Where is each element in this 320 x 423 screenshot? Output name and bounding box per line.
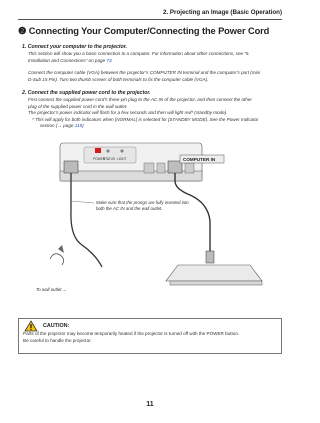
caution-box: [18, 318, 282, 354]
computer-in-label: COMPUTER IN: [183, 157, 216, 162]
connection-diagram: [36, 141, 280, 301]
step1-line2-end: .: [111, 57, 113, 63]
vga-cable: [175, 173, 210, 253]
step1-p2-line1: Connect the computer cable (VGA) between the projector’s COMPUTER IN terminal and the computer’s port (mini: [28, 70, 261, 75]
step2-line2: plug of the supplied power cord in the wall outlet.: [28, 103, 128, 109]
page-header: [0, 6, 300, 20]
laptop-icon: [166, 265, 262, 281]
page-115-link[interactable]: 115: [74, 123, 83, 129]
callout-line1: Make sure that the prongs are fully inserted into: [96, 200, 189, 205]
step1-line2: [28, 58, 280, 65]
step1-paragraph: [28, 51, 280, 64]
power-indicator: [95, 148, 101, 153]
status-label: STATUS: [103, 157, 116, 161]
heading-text: Connecting Your Computer/Connecting the Power Cord: [28, 26, 270, 36]
callout-line2: both the AC IN and the wall outlet.: [96, 206, 163, 211]
light-label: LIGHT: [117, 157, 127, 161]
ac-in-port: [64, 161, 78, 173]
status-indicator: [106, 149, 109, 152]
plug-icon: [58, 245, 64, 253]
step2-paragraph: [28, 97, 280, 130]
power-cord: [71, 173, 102, 267]
step2-line3: The projector’s power indicator will flash for a few seconds and then will light red* (standby mode).: [28, 110, 228, 116]
wall-outlet-label: To wall outlet ←: [36, 287, 68, 292]
page-number: 11: [146, 401, 154, 408]
page-73-link[interactable]: 73: [106, 57, 112, 63]
light-indicator: [120, 149, 123, 152]
step1-line1: This section will show you a basic connection to a computer. For information about other connections, see “5.: [28, 51, 250, 56]
caution-text: [23, 331, 239, 344]
step-number-badge: ❷: [18, 26, 27, 36]
note-line2-end: ): [82, 123, 84, 129]
step2-title: 2. Connect the supplied power cord to the projector.: [22, 90, 151, 96]
step1-p2-line2: D-Sub 15 Pin). Turn two thumb screws of both terminals to fix the computer cable (VGA).: [28, 76, 209, 82]
page-title: [18, 26, 269, 37]
step2-line1: First connect the supplied power cord’s three-pin plug to the AC IN of the projector, and then connect the other: [28, 97, 252, 102]
indicator-panel: [84, 147, 136, 163]
note-line2: [32, 123, 280, 130]
header-divider: [18, 19, 282, 20]
section-title: 2. Projecting an Image (Basic Operation): [163, 9, 282, 16]
caution-line2: Be careful to handle the projector.: [23, 337, 92, 343]
step1-paragraph2: [28, 70, 280, 83]
power-label: POWER: [93, 157, 106, 161]
step1-title: 1. Connect your computer to the projector.: [22, 44, 127, 50]
step1-line2-text: Installation and Connections” on page: [28, 57, 107, 63]
caution-line1: Parts of the projector may become temporarily heated if the projector is turned off with the POWER button.: [23, 331, 240, 336]
step2-note: [28, 117, 280, 130]
note-line2-text: section (→ page: [40, 123, 75, 129]
wall-plug-icon: [50, 254, 64, 265]
vga-plug: [206, 251, 214, 263]
note-line1: * This will apply for both indicators when [NORMAL] is selected for [STANDBY MODE]. See the Power Indicator: [32, 116, 259, 122]
caution-title: CAUTION:: [43, 323, 70, 329]
